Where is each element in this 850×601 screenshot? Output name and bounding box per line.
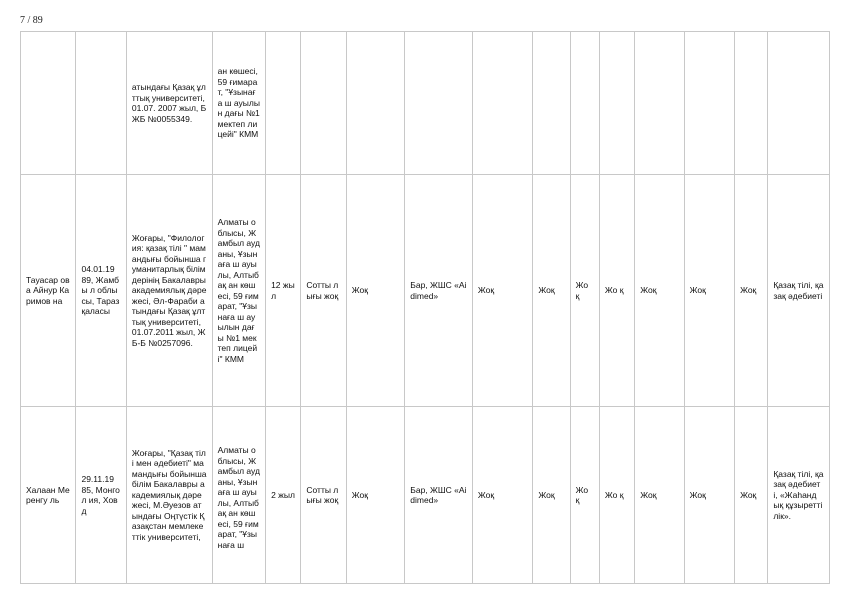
cell-address: Алматы облысы, Жамбыл ауданы, Ұзынаға ш ауылы, Алтыбақ ан көшесі, 59 ғимарат, "Ұзынаға ш ауылын дағы №1 мектеп лицейі" КММ [212, 175, 265, 407]
cell-col7: Жоқ [346, 175, 405, 407]
cell-col10 [533, 32, 570, 175]
cell-col11: Жо қ [570, 175, 599, 407]
cell-subject [768, 32, 830, 175]
cell-name: Халаан Меренгу ль [21, 407, 76, 584]
cell-col7: Жоқ [346, 407, 405, 584]
cell-col15: Жоқ [735, 175, 768, 407]
cell-subject: Қазақ тілі, қазақ әдебиеті, «Жаһанд ық құзыретті лік». [768, 407, 830, 584]
cell-col9 [472, 32, 533, 175]
cell-col10: Жоқ [533, 175, 570, 407]
cell-col15 [735, 32, 768, 175]
cell-col14: Жоқ [684, 407, 734, 584]
cell-address: ан көшесі, 59 ғимарат, "Ұзынаға ш ауылын дағы №1 мектеп лицейі" КММ [212, 32, 265, 175]
table-row [21, 175, 830, 407]
staff-table [20, 31, 830, 584]
cell-birth: 29.11.19 85, Монгол ия, Ховд [76, 407, 126, 584]
cell-col14: Жоқ [684, 175, 734, 407]
cell-conviction: Сотты лығы жоқ [301, 407, 346, 584]
cell-col10: Жоқ [533, 407, 570, 584]
cell-col13 [635, 32, 684, 175]
cell-col7 [346, 32, 405, 175]
cell-col9: Жоқ [472, 407, 533, 584]
cell-experience [266, 32, 301, 175]
cell-conviction [301, 32, 346, 175]
cell-education: Жоғары, "Қазақ тілі мен әдебиеті" мамандығы бойынша білім Бакалавры академиялық дәрежесі, М.Әуезов атындағы Оңтүстік Қазақстан мемлекеттік университеті, [126, 407, 212, 584]
cell-conviction: Сотты лығы жоқ [301, 175, 346, 407]
cell-subject: Қазақ тілі, қазақ әдебиеті [768, 175, 830, 407]
cell-name [21, 32, 76, 175]
cell-col11 [570, 32, 599, 175]
cell-col8: Бар, ЖШС «Aidimed» [405, 175, 473, 407]
cell-col12: Жо қ [599, 175, 634, 407]
cell-education: атындағы Қазақ ұлттық университеті, 01.07. 2007 жыл, БЖБ №0055349. [126, 32, 212, 175]
page-number: 7 / 89 [20, 15, 43, 26]
cell-birth: 04.01.19 89, Жамбы л облысы, Тараз қаласы [76, 175, 126, 407]
cell-col14 [684, 32, 734, 175]
cell-col8: Бар, ЖШС «Aidimed» [405, 407, 473, 584]
cell-col15: Жоқ [735, 407, 768, 584]
cell-col9: Жоқ [472, 175, 533, 407]
cell-col12 [599, 32, 634, 175]
table-row [21, 32, 830, 175]
cell-birth [76, 32, 126, 175]
cell-col13: Жоқ [635, 407, 684, 584]
table-row [21, 407, 830, 584]
cell-experience: 12 жыл [266, 175, 301, 407]
cell-name: Тауасар ова Айнур Каримов на [21, 175, 76, 407]
cell-education: Жоғары, "Филология: қазақ тілі " мамандығы бойынша гуманитарлық білімдерінің Бакалавры академиялық дәрежесі, Әл-Фараби атындағы Қазақ ұлттық университеті, 01.07.2011 жыл, ЖБ-Б №0257096. [126, 175, 212, 407]
cell-col13: Жоқ [635, 175, 684, 407]
cell-col8 [405, 32, 473, 175]
cell-address: Алматы облысы, Жамбыл ауданы, Ұзынаға ш ауылы, Алтыбақ ан көшесі, 59 ғимарат, "Ұзынаға ш [212, 407, 265, 584]
cell-col12: Жо қ [599, 407, 634, 584]
cell-experience: 2 жыл [266, 407, 301, 584]
cell-col11: Жо қ [570, 407, 599, 584]
